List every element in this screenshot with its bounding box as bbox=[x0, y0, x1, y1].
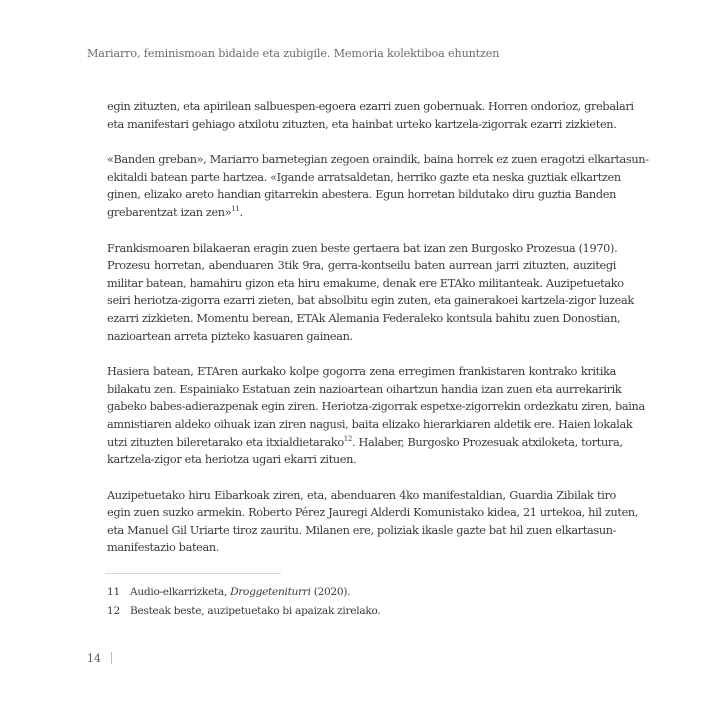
text-line: bilakatu zen. Espainiako Estatuan zein nazioartean oihartzun handia izan zuen eta aurrekaririk bbox=[107, 382, 622, 396]
footnotes bbox=[107, 583, 380, 620]
text-line: militar batean, hamahiru gizon eta hiru emakume, denak ere ETAko militanteak. Auzipetuetako bbox=[107, 276, 624, 290]
footnote-text bbox=[130, 583, 350, 602]
footnote-title: Droggeteniturri bbox=[230, 586, 311, 598]
paragraph-5 bbox=[107, 487, 639, 557]
text-fragment: . Halaber, Burgosko Prozesuak atxiloketa, tortura, bbox=[352, 435, 623, 449]
text-line: egin zuen suzko armekin. Roberto Pérez Jauregi Alderdi Komunistako kidea, 21 urtekoa, hil zuten, bbox=[107, 506, 639, 520]
text-line: egin zituzten, eta apirilean salbuespen-egoera ezarri zuen gobernuak. Horren ondorioz, grebalari bbox=[107, 100, 634, 113]
page-number bbox=[87, 652, 112, 665]
footnote-ref-11[interactable]: 11 bbox=[231, 204, 240, 213]
paragraph-3 bbox=[107, 240, 634, 346]
paragraph-2 bbox=[107, 151, 649, 221]
text-line: Prozesu horretan, abenduaren 3tik 9ra, gerra-kontseilu baten aurrean jarri zituzten, auzitegi bbox=[107, 259, 616, 273]
footnote-text-fragment: (2020). bbox=[310, 586, 351, 598]
footnote-rule bbox=[105, 573, 281, 574]
footnote-text-fragment: Audio-elkarrizketa, bbox=[130, 586, 231, 598]
footnote-number: 12 bbox=[107, 604, 120, 617]
footnote-text: Besteak beste, auzipetuetako bi apaizak zirelako. bbox=[130, 604, 381, 617]
text-fragment: utzi zituzten bileretarako eta itxialdietarako bbox=[107, 435, 344, 449]
text-fragment: grebarentzat izan zen» bbox=[107, 205, 232, 219]
text-line: Hasiera batean, ETAren aurkako kolpe gogorra zena erregimen frankistaren kontrako kritika bbox=[107, 365, 616, 379]
text-line: manifestazio batean. bbox=[107, 541, 220, 555]
text-line: ekitaldi batean parte hartzea. «Igande arratsaldetan, herriko gazte eta neska guztiak elkartzen bbox=[107, 170, 621, 184]
text-line: ezarri zizkieten. Momentu berean, ETAk Alemania Federaleko kontsula bahitu zuen Donostian, bbox=[107, 311, 621, 325]
text-line: Auzipetuetako hiru Eibarkoak ziren, eta, abenduaren 4ko manifestaldian, Guardia Zibilak tiro bbox=[107, 488, 616, 502]
text-line: amnistiaren aldeko oihuak izan ziren nagusi, baita elizako hierarkiaren aldetik ere. Haien lokalak bbox=[107, 417, 633, 431]
text-line: eta manifestari gehiago atxilotu zituzten, eta hainbat urteko kartzela-zigorrak ezarri zizkieten. bbox=[107, 117, 617, 131]
text-line: Frankismoaren bilakaeran eragin zuen beste gertaera bat izan zen Burgosko Prozesua (1970). bbox=[107, 241, 618, 255]
text-line: «Banden greban», Mariarro barnetegian zegoen oraindik, baina horrek ez zuen eragotzi elkartasun- bbox=[107, 153, 649, 167]
text-line: eta Manuel Gil Uriarte tiroz zauritu. Milanen ere, poliziak ikasle gazte bat hil zuen elkartasun- bbox=[107, 523, 617, 537]
text-line bbox=[107, 204, 616, 222]
text-line bbox=[107, 434, 623, 452]
folio-divider bbox=[111, 652, 112, 664]
text-line: seiri heriotza-zigorra ezarri zieten, bat absolbitu egin zuten, eta gainerakoei kartzela-zigor luzeak bbox=[107, 294, 634, 308]
footnote-ref-12[interactable]: 12 bbox=[343, 434, 353, 443]
footnote-11 bbox=[107, 583, 380, 602]
text-line: gabeko babes-adierazpenak egin ziren. Heriotza-zigorrak espetxe-zigorrekin ordezkatu ziren, baina bbox=[107, 400, 645, 414]
paragraph-1 bbox=[107, 98, 634, 133]
text-line: nazioartean arreta pizteko kasuaren gainean. bbox=[107, 329, 353, 343]
paragraph-4 bbox=[107, 363, 645, 469]
page-number-value: 14 bbox=[87, 652, 101, 665]
body-text bbox=[107, 98, 649, 575]
text-line: ginen, elizako areto handian gitarrekin abestera. Egun horretan bildutako diru guztia Banden bbox=[107, 188, 616, 202]
text-fragment: . bbox=[239, 205, 243, 219]
footnote-number: 11 bbox=[107, 586, 120, 598]
footnote-12 bbox=[107, 602, 380, 621]
running-head: Mariarro, feminismoan bidaide eta zubigile. Memoria kolektiboa ehuntzen bbox=[87, 47, 500, 60]
text-line: kartzela-zigor eta heriotza ugari ekarri zituen. bbox=[107, 453, 357, 467]
